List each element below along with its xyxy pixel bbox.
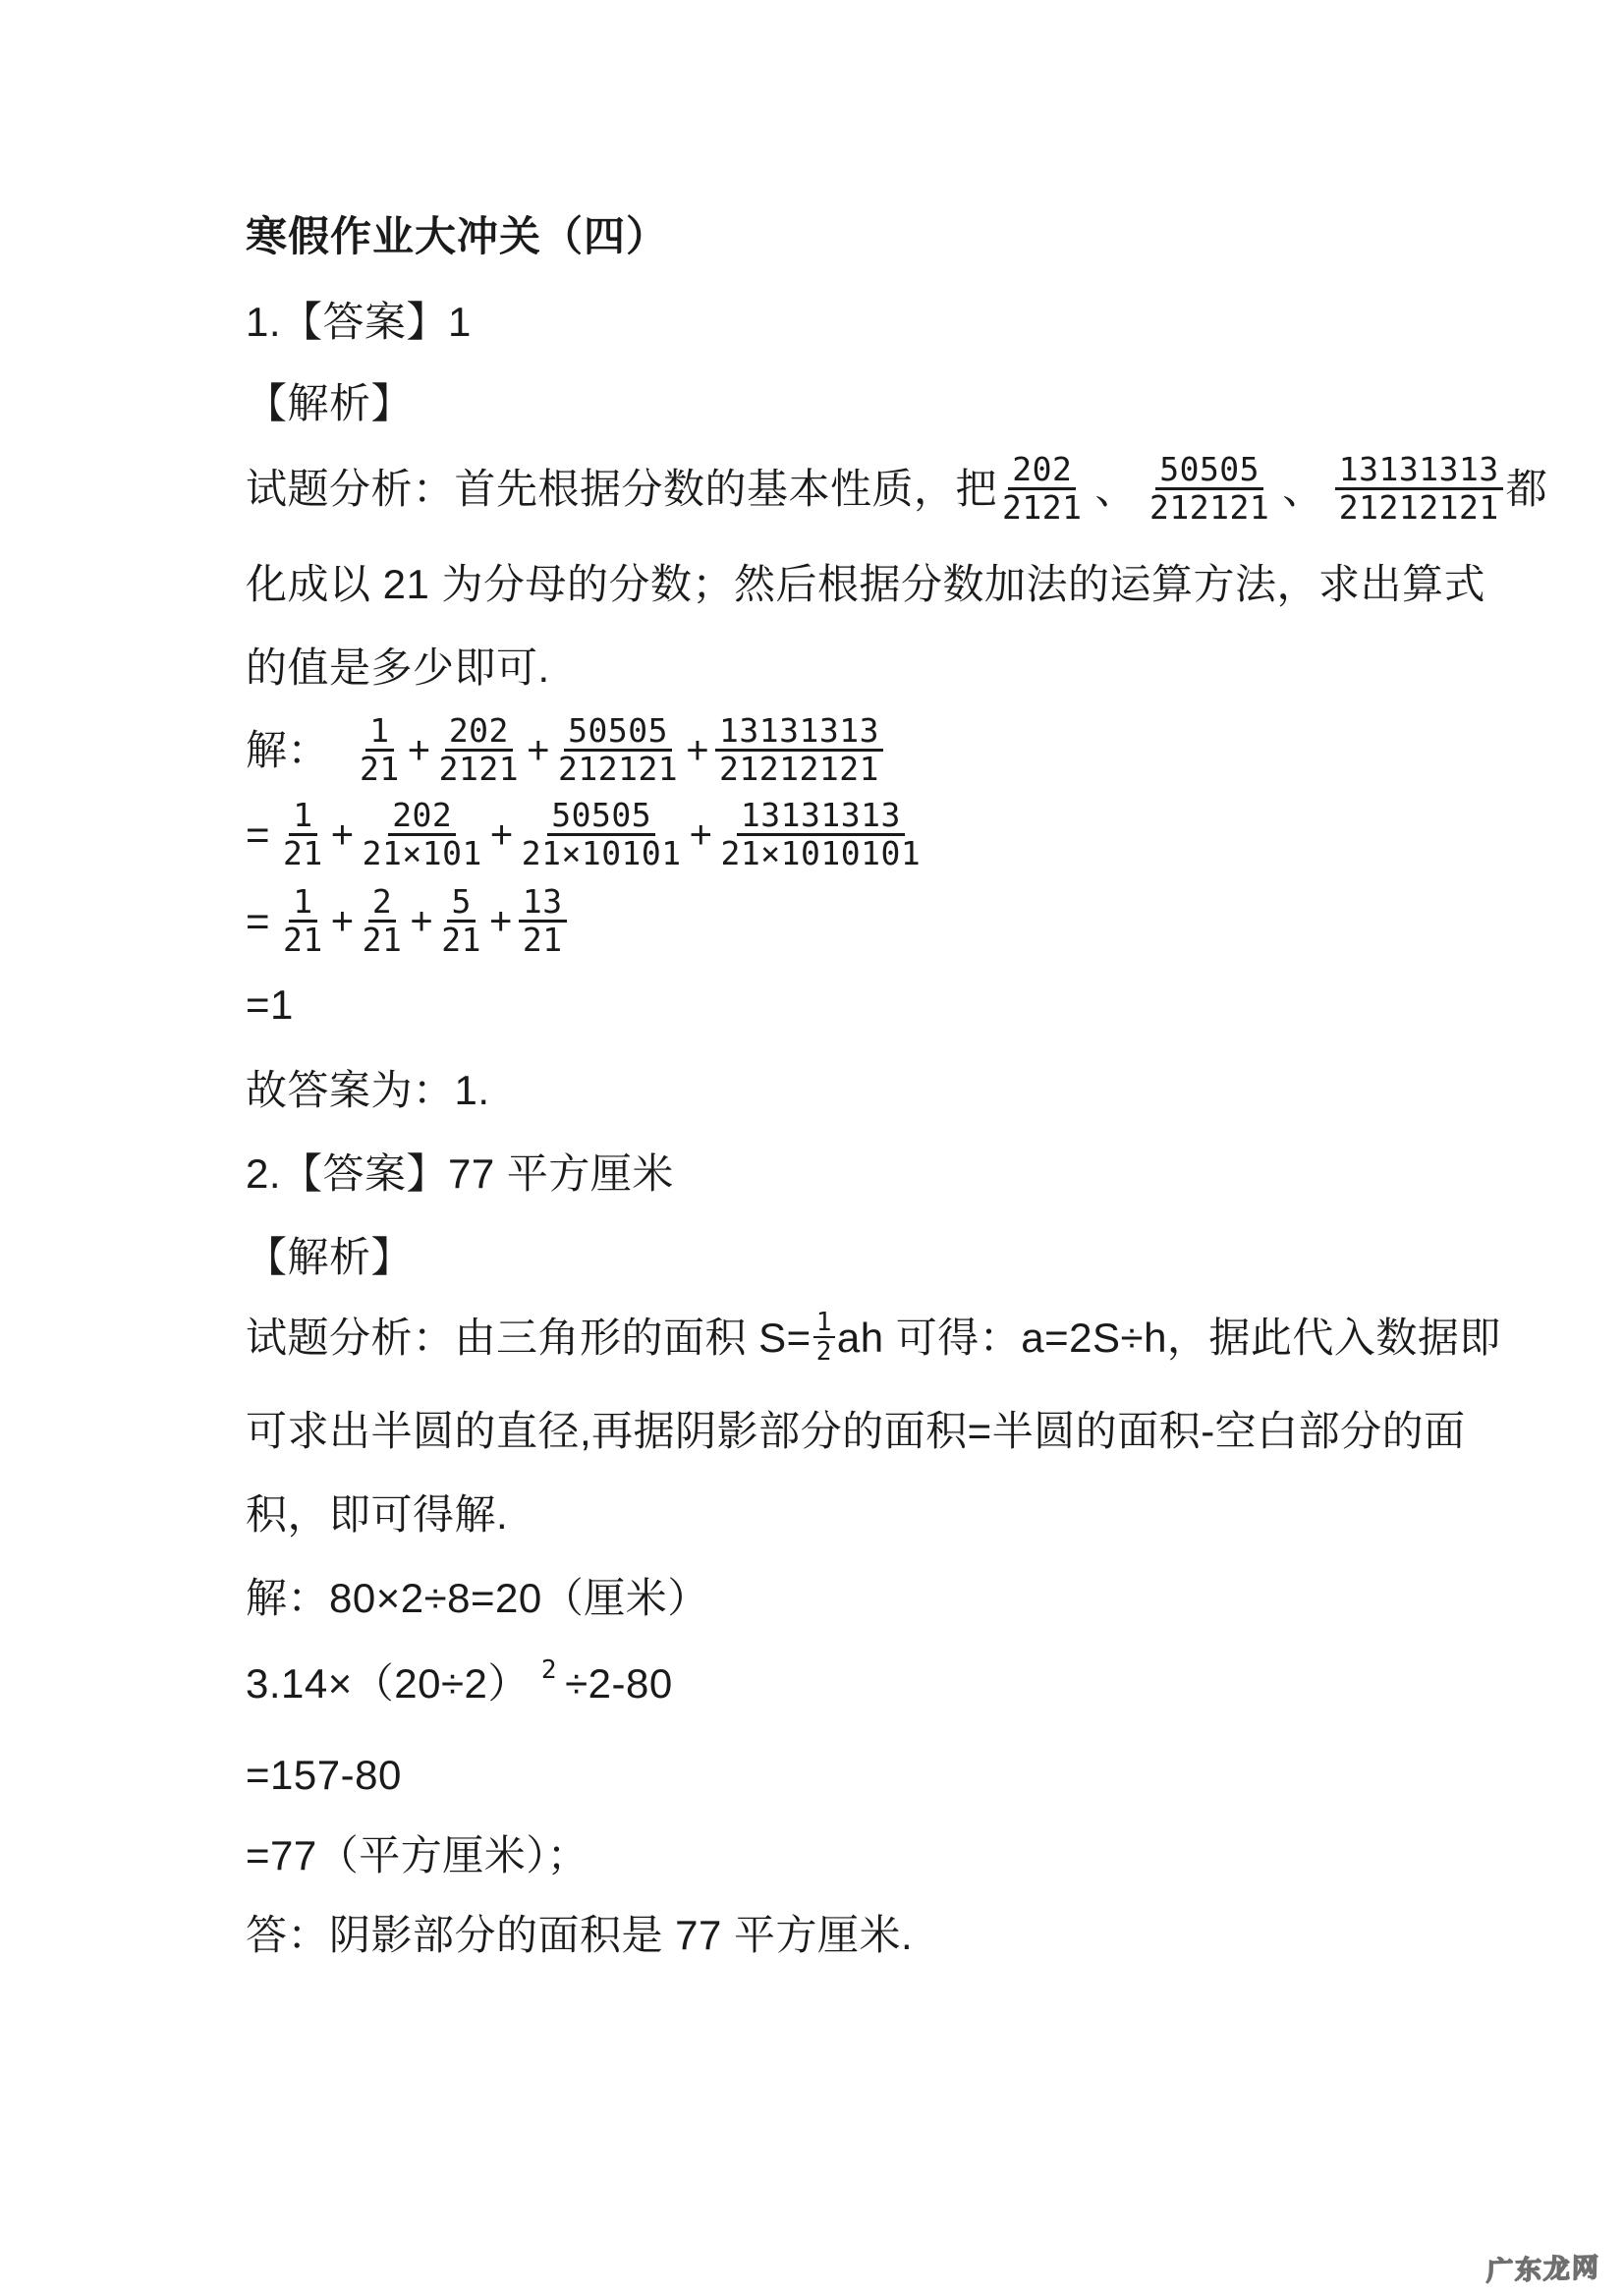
plus-operator: + — [330, 812, 355, 857]
fraction-denominator: 21×1010101 — [720, 834, 922, 873]
fraction-50505-212121 — [556, 711, 680, 789]
q1-answer-line: 1.【答案】1 — [246, 299, 472, 345]
fraction-2-21 — [361, 882, 405, 960]
plus-operator: + — [686, 728, 710, 772]
q1-section-label: 【解析】 — [246, 380, 414, 426]
fraction-202-2121 — [437, 711, 521, 789]
q2-solution-line2 — [246, 1656, 673, 1707]
fraction-numerator: 5 — [447, 886, 475, 923]
q2-solution-line3: =157-80 — [246, 1752, 402, 1798]
plus-operator: + — [410, 899, 434, 943]
fraction-denominator: 21 — [522, 921, 563, 960]
fraction-13131313-21212121 — [1335, 450, 1503, 528]
fraction-5-21 — [439, 882, 483, 960]
fraction-denominator: 21212121 — [719, 750, 879, 789]
enumeration-comma: 、 — [1282, 465, 1324, 512]
equals-sign: = — [246, 811, 271, 858]
q2-analysis-line2: 可求出半圆的直径,再据阴影部分的面积=半圆的面积-空白部分的面 — [246, 1408, 1466, 1454]
fraction-13-21 — [519, 882, 567, 960]
fraction-denominator: 21 — [283, 834, 323, 873]
equals-sign: = — [246, 897, 271, 944]
fraction-numerator: 13131313 — [715, 715, 883, 752]
q1-analysis-line2: 化成以 21 为分母的分数；然后根据分数加法的运算方法，求出算式 — [246, 561, 1486, 607]
fraction-denominator: 21 — [360, 750, 400, 789]
fraction-denominator: 2121 — [438, 750, 520, 789]
plus-operator: + — [689, 812, 713, 857]
fraction-50505-212121 — [1148, 450, 1271, 528]
q2-solution-line2-base: 3.14×（20÷2） — [246, 1660, 530, 1707]
q2-analysis-line3: 积，即可得解. — [246, 1491, 509, 1538]
plus-operator: + — [489, 812, 514, 857]
fraction-202-2121 — [1000, 450, 1084, 528]
q1-analysis-line1-suffix: 都 — [1505, 465, 1548, 512]
plus-operator: + — [330, 899, 355, 943]
fraction-1-21 — [281, 796, 325, 873]
fraction-denominator: 21 — [362, 921, 403, 960]
fraction-denominator: 2 — [815, 1337, 832, 1368]
fraction-numerator: 202 — [1008, 454, 1076, 490]
fraction-denominator: 212121 — [557, 750, 679, 789]
fraction-202-21x101 — [361, 796, 484, 873]
fraction-numerator: 202 — [388, 800, 456, 836]
fraction-13131313-21212121 — [715, 711, 883, 789]
fraction-numerator: 1 — [289, 886, 316, 923]
q1-equation-2 — [246, 796, 925, 873]
fraction-denominator: 21×10101 — [521, 834, 682, 873]
fraction-13131313-21x1010101 — [719, 796, 924, 873]
q2-answer-sentence: 答：阴影部分的面积是 77 平方厘米. — [246, 1912, 914, 1958]
q2-solution-line2-rest: ÷2-80 — [565, 1660, 673, 1707]
q2-answer-line: 2.【答案】77 平方厘米 — [246, 1150, 674, 1197]
fraction-numerator: 13131313 — [1335, 454, 1503, 490]
q2-solution-line1: 解：80×2÷8=20（厘米） — [246, 1575, 709, 1621]
fraction-50505-21x10101 — [520, 796, 684, 873]
fraction-denominator: 21212121 — [1338, 488, 1499, 528]
enumeration-comma: 、 — [1094, 465, 1138, 512]
fraction-numerator: 50505 — [547, 800, 655, 836]
plus-operator: + — [489, 899, 513, 943]
fraction-numerator: 50505 — [1155, 454, 1263, 490]
fraction-denominator: 212121 — [1149, 488, 1270, 528]
q2-analysis-line1 — [246, 1308, 1501, 1368]
fraction-denominator: 21 — [441, 921, 481, 960]
fraction-1-21 — [358, 711, 402, 789]
q1-equation-1 — [246, 711, 886, 789]
fraction-numerator: 1 — [365, 715, 393, 752]
q1-analysis-line1-prefix: 试题分析：首先根据分数的基本性质，把 — [246, 465, 998, 512]
fraction-1-2 — [813, 1308, 835, 1368]
plus-operator: + — [407, 728, 431, 772]
site-watermark: 广东龙网 — [1485, 2252, 1601, 2287]
fraction-numerator: 2 — [368, 886, 396, 923]
exponent-2: 2 — [540, 1655, 558, 1685]
q1-analysis-line3: 的值是多少即可. — [246, 644, 550, 691]
q1-analysis-line1 — [246, 450, 1548, 528]
fraction-numerator: 1 — [289, 800, 316, 836]
q1-equation-4: =1 — [246, 981, 294, 1028]
fraction-numerator: 13131313 — [737, 800, 905, 836]
q1-equation-3 — [246, 882, 570, 960]
fraction-denominator: 2121 — [1002, 488, 1083, 528]
fraction-numerator: 13 — [519, 886, 567, 923]
equation-prefix: 解： — [246, 726, 330, 773]
fraction-numerator: 1 — [813, 1311, 835, 1338]
fraction-numerator: 202 — [445, 715, 513, 752]
q2-analysis-line1-suffix: ah 可得：a=2S÷h，据此代入数据即 — [836, 1314, 1501, 1361]
q2-solution-line4: =77（平方厘米）； — [246, 1832, 589, 1878]
plus-operator: + — [527, 728, 550, 772]
q2-section-label: 【解析】 — [246, 1234, 414, 1280]
fraction-denominator: 21 — [283, 921, 323, 960]
fraction-denominator: 21×101 — [362, 834, 482, 873]
fraction-1-21 — [281, 882, 325, 960]
page-title: 寒假作业大冲关（四） — [246, 213, 669, 259]
fraction-numerator: 50505 — [564, 715, 672, 752]
q2-analysis-line1-prefix: 试题分析：由三角形的面积 S= — [246, 1314, 812, 1361]
q1-conclusion: 故答案为：1. — [246, 1067, 490, 1113]
